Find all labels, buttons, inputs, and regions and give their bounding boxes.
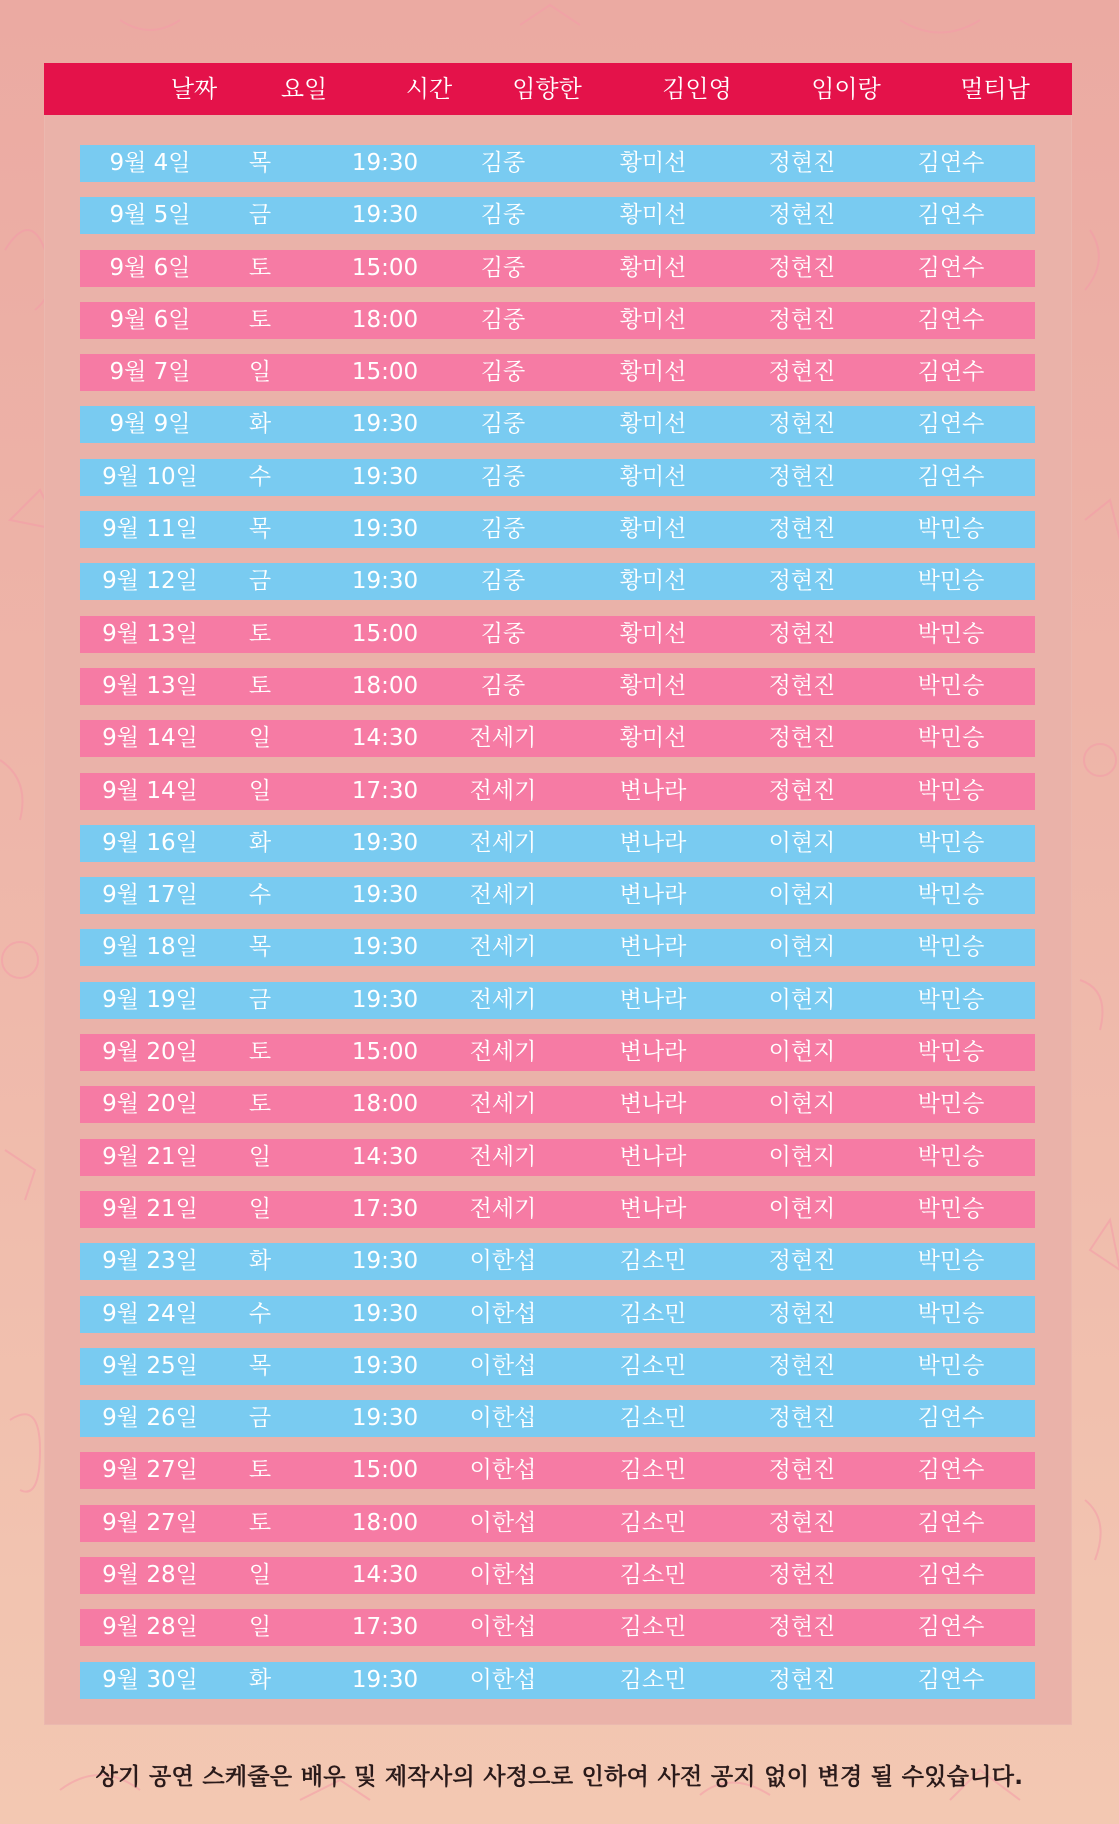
cell-role-2: 변나라 bbox=[619, 829, 687, 856]
cell-time: 19:30 bbox=[351, 882, 419, 909]
cell-role-3: 정현진 bbox=[768, 254, 836, 281]
cell-role-3: 이현지 bbox=[768, 1143, 836, 1170]
header-role-4: 멀티남 bbox=[960, 75, 1030, 103]
cell-time: 17:30 bbox=[351, 1195, 419, 1222]
cell-time: 17:30 bbox=[351, 777, 419, 804]
cell-date: 9월 28일 bbox=[102, 1614, 198, 1641]
cell-role-2: 변나라 bbox=[619, 1143, 687, 1170]
cell-role-4: 김연수 bbox=[917, 1562, 985, 1589]
cell-role-4: 박민승 bbox=[917, 882, 985, 909]
cell-date: 9월 10일 bbox=[102, 463, 198, 490]
cell-role-3: 정현진 bbox=[768, 1562, 836, 1589]
schedule-row bbox=[80, 1034, 1035, 1071]
cell-time: 15:00 bbox=[351, 1457, 419, 1484]
header-role-2: 김인영 bbox=[662, 75, 732, 103]
cell-role-3: 정현진 bbox=[768, 777, 836, 804]
schedule-row bbox=[80, 354, 1035, 391]
cell-role-2: 황미선 bbox=[619, 202, 687, 229]
cell-role-1: 전세기 bbox=[469, 1195, 537, 1222]
cell-role-4: 김연수 bbox=[917, 150, 985, 176]
cell-weekday: 목 bbox=[248, 1352, 272, 1379]
cell-role-1: 김중 bbox=[480, 150, 526, 176]
cell-role-4: 김연수 bbox=[917, 411, 985, 438]
schedule-row bbox=[80, 1505, 1035, 1542]
cell-role-3: 정현진 bbox=[768, 150, 836, 176]
schedule-row bbox=[80, 773, 1035, 810]
cell-role-1: 전세기 bbox=[469, 725, 537, 752]
cell-weekday: 토 bbox=[248, 306, 272, 333]
cell-role-4: 김연수 bbox=[917, 1457, 985, 1484]
cell-role-4: 박민승 bbox=[917, 516, 985, 543]
cell-role-1: 김중 bbox=[480, 411, 526, 438]
cell-role-2: 김소민 bbox=[619, 1614, 687, 1641]
cell-date: 9월 4일 bbox=[109, 150, 191, 176]
cell-time: 19:30 bbox=[351, 150, 419, 176]
cell-weekday: 일 bbox=[248, 1195, 272, 1222]
cell-date: 9월 23일 bbox=[102, 1248, 198, 1275]
cell-role-2: 변나라 bbox=[619, 934, 687, 961]
cell-role-2: 김소민 bbox=[619, 1509, 687, 1536]
cell-time: 19:30 bbox=[351, 934, 419, 961]
cell-weekday: 수 bbox=[248, 882, 272, 909]
cell-weekday: 수 bbox=[248, 463, 272, 490]
cell-role-4: 박민승 bbox=[917, 829, 985, 856]
cell-weekday: 일 bbox=[248, 725, 272, 752]
cell-role-4: 김연수 bbox=[917, 1666, 985, 1693]
cell-role-1: 이한섭 bbox=[469, 1405, 537, 1432]
cell-role-4: 김연수 bbox=[917, 254, 985, 281]
schedule-row bbox=[80, 877, 1035, 914]
cell-role-2: 김소민 bbox=[619, 1562, 687, 1589]
cell-role-2: 변나라 bbox=[619, 1039, 687, 1066]
cell-role-2: 변나라 bbox=[619, 1195, 687, 1222]
cell-role-2: 황미선 bbox=[619, 411, 687, 438]
cell-role-4: 박민승 bbox=[917, 1352, 985, 1379]
schedule-notice: 상기 공연 스케줄은 배우 및 제작사의 사정으로 인하여 사전 공지 없이 변경 될 수있습니다. bbox=[95, 1764, 1024, 1790]
cell-role-2: 김소민 bbox=[619, 1666, 687, 1693]
cell-role-2: 김소민 bbox=[619, 1352, 687, 1379]
cell-role-2: 황미선 bbox=[619, 672, 687, 699]
cell-weekday: 목 bbox=[248, 150, 272, 176]
cell-role-2: 김소민 bbox=[619, 1248, 687, 1275]
cell-weekday: 토 bbox=[248, 672, 272, 699]
cell-time: 15:00 bbox=[351, 359, 419, 386]
cell-weekday: 토 bbox=[248, 254, 272, 281]
cell-weekday: 토 bbox=[248, 1509, 272, 1536]
header-weekday: 요일 bbox=[280, 75, 328, 103]
cell-role-4: 박민승 bbox=[917, 1091, 985, 1118]
cell-time: 14:30 bbox=[351, 725, 419, 752]
cell-role-4: 박민승 bbox=[917, 1248, 985, 1275]
cell-role-1: 이한섭 bbox=[469, 1352, 537, 1379]
cell-date: 9월 18일 bbox=[102, 934, 198, 961]
cell-weekday: 금 bbox=[248, 986, 272, 1013]
cell-role-2: 김소민 bbox=[619, 1300, 687, 1327]
cell-role-3: 이현지 bbox=[768, 934, 836, 961]
schedule-row bbox=[80, 145, 1035, 182]
cell-role-1: 전세기 bbox=[469, 829, 537, 856]
cell-role-4: 김연수 bbox=[917, 1405, 985, 1432]
cell-role-4: 김연수 bbox=[917, 1509, 985, 1536]
schedule-row bbox=[80, 1191, 1035, 1228]
cell-time: 19:30 bbox=[351, 1352, 419, 1379]
cell-role-4: 박민승 bbox=[917, 934, 985, 961]
cell-time: 19:30 bbox=[351, 829, 419, 856]
cell-role-4: 박민승 bbox=[917, 620, 985, 647]
cell-role-2: 김소민 bbox=[619, 1457, 687, 1484]
cell-time: 19:30 bbox=[351, 568, 419, 595]
schedule-row bbox=[80, 563, 1035, 600]
schedule-row bbox=[80, 1609, 1035, 1646]
cell-role-3: 정현진 bbox=[768, 1248, 836, 1275]
cell-role-1: 이한섭 bbox=[469, 1300, 537, 1327]
cell-role-3: 정현진 bbox=[768, 1509, 836, 1536]
cell-role-1: 김중 bbox=[480, 202, 526, 229]
cell-role-4: 박민승 bbox=[917, 1195, 985, 1222]
cell-role-1: 전세기 bbox=[469, 986, 537, 1013]
cell-role-1: 이한섭 bbox=[469, 1248, 537, 1275]
cell-role-4: 김연수 bbox=[917, 463, 985, 490]
cell-role-2: 황미선 bbox=[619, 725, 687, 752]
cell-role-3: 정현진 bbox=[768, 725, 836, 752]
cell-role-1: 이한섭 bbox=[469, 1457, 537, 1484]
cell-date: 9월 27일 bbox=[102, 1457, 198, 1484]
cell-role-1: 김중 bbox=[480, 306, 526, 333]
cell-time: 19:30 bbox=[351, 1666, 419, 1693]
schedule-row bbox=[80, 250, 1035, 287]
schedule-rows bbox=[80, 145, 1035, 1714]
cell-role-3: 정현진 bbox=[768, 516, 836, 543]
cell-time: 19:30 bbox=[351, 463, 419, 490]
cell-role-4: 김연수 bbox=[917, 359, 985, 386]
cell-date: 9월 21일 bbox=[102, 1143, 198, 1170]
cell-date: 9월 12일 bbox=[102, 568, 198, 595]
cell-role-1: 김중 bbox=[480, 672, 526, 699]
schedule-row bbox=[80, 1452, 1035, 1489]
schedule-row bbox=[80, 1662, 1035, 1699]
cell-role-2: 황미선 bbox=[619, 620, 687, 647]
cell-role-2: 변나라 bbox=[619, 777, 687, 804]
cell-role-3: 정현진 bbox=[768, 1300, 836, 1327]
cell-date: 9월 26일 bbox=[102, 1405, 198, 1432]
cell-date: 9월 5일 bbox=[109, 202, 191, 229]
cell-role-4: 김연수 bbox=[917, 202, 985, 229]
cell-date: 9월 13일 bbox=[102, 672, 198, 699]
cell-role-4: 박민승 bbox=[917, 1143, 985, 1170]
schedule-row bbox=[80, 302, 1035, 339]
cell-date: 9월 7일 bbox=[109, 359, 191, 386]
cell-role-1: 전세기 bbox=[469, 882, 537, 909]
cell-role-1: 김중 bbox=[480, 254, 526, 281]
cell-weekday: 수 bbox=[248, 1300, 272, 1327]
cell-role-3: 정현진 bbox=[768, 463, 836, 490]
cell-role-4: 박민승 bbox=[917, 568, 985, 595]
cell-time: 15:00 bbox=[351, 620, 419, 647]
cell-role-2: 황미선 bbox=[619, 254, 687, 281]
cell-date: 9월 25일 bbox=[102, 1352, 198, 1379]
cell-weekday: 화 bbox=[248, 1248, 272, 1275]
cell-role-1: 김중 bbox=[480, 463, 526, 490]
cell-role-1: 이한섭 bbox=[469, 1614, 537, 1641]
cell-weekday: 일 bbox=[248, 359, 272, 386]
cell-role-2: 황미선 bbox=[619, 463, 687, 490]
cell-role-1: 전세기 bbox=[469, 777, 537, 804]
cell-role-2: 황미선 bbox=[619, 150, 687, 176]
cell-role-4: 박민승 bbox=[917, 1300, 985, 1327]
cell-date: 9월 11일 bbox=[102, 516, 198, 543]
cell-role-1: 전세기 bbox=[469, 1091, 537, 1118]
cell-role-2: 변나라 bbox=[619, 882, 687, 909]
cell-role-3: 이현지 bbox=[768, 1039, 836, 1066]
cell-date: 9월 21일 bbox=[102, 1195, 198, 1222]
cell-time: 14:30 bbox=[351, 1562, 419, 1589]
cell-role-4: 박민승 bbox=[917, 777, 985, 804]
schedule-row bbox=[80, 825, 1035, 862]
cell-date: 9월 6일 bbox=[109, 306, 191, 333]
cell-date: 9월 24일 bbox=[102, 1300, 198, 1327]
cell-time: 18:00 bbox=[351, 306, 419, 333]
cell-weekday: 일 bbox=[248, 777, 272, 804]
cell-role-2: 황미선 bbox=[619, 306, 687, 333]
cell-role-3: 정현진 bbox=[768, 411, 836, 438]
cell-role-3: 이현지 bbox=[768, 1091, 836, 1118]
cell-role-3: 이현지 bbox=[768, 829, 836, 856]
schedule-row bbox=[80, 1296, 1035, 1333]
cell-role-2: 변나라 bbox=[619, 1091, 687, 1118]
header-date: 날짜 bbox=[170, 75, 218, 103]
schedule-row bbox=[80, 1139, 1035, 1176]
cell-role-1: 김중 bbox=[480, 359, 526, 386]
cell-role-3: 정현진 bbox=[768, 359, 836, 386]
cell-role-3: 정현진 bbox=[768, 1666, 836, 1693]
schedule-row bbox=[80, 197, 1035, 234]
cell-role-3: 정현진 bbox=[768, 1405, 836, 1432]
cell-weekday: 금 bbox=[248, 568, 272, 595]
cell-weekday: 화 bbox=[248, 411, 272, 438]
cell-weekday: 금 bbox=[248, 1405, 272, 1432]
cell-role-3: 정현진 bbox=[768, 568, 836, 595]
cell-date: 9월 14일 bbox=[102, 725, 198, 752]
schedule-row bbox=[80, 929, 1035, 966]
cell-role-1: 이한섭 bbox=[469, 1666, 537, 1693]
cell-time: 18:00 bbox=[351, 1091, 419, 1118]
schedule-row bbox=[80, 511, 1035, 548]
cell-weekday: 목 bbox=[248, 934, 272, 961]
cell-role-1: 전세기 bbox=[469, 1039, 537, 1066]
cell-role-2: 황미선 bbox=[619, 568, 687, 595]
cell-role-2: 변나라 bbox=[619, 986, 687, 1013]
schedule-row bbox=[80, 720, 1035, 757]
cell-time: 15:00 bbox=[351, 254, 419, 281]
schedule-header bbox=[44, 63, 1072, 115]
cell-weekday: 화 bbox=[248, 1666, 272, 1693]
cell-time: 15:00 bbox=[351, 1039, 419, 1066]
cell-date: 9월 19일 bbox=[102, 986, 198, 1013]
header-role-3: 임이랑 bbox=[811, 75, 881, 103]
cell-role-3: 정현진 bbox=[768, 620, 836, 647]
header-time: 시간 bbox=[405, 75, 453, 103]
cell-role-2: 황미선 bbox=[619, 516, 687, 543]
cell-role-4: 박민승 bbox=[917, 986, 985, 1013]
cell-time: 14:30 bbox=[351, 1143, 419, 1170]
cell-role-1: 전세기 bbox=[469, 1143, 537, 1170]
cell-role-4: 김연수 bbox=[917, 306, 985, 333]
cell-date: 9월 20일 bbox=[102, 1091, 198, 1118]
cell-date: 9월 6일 bbox=[109, 254, 191, 281]
cell-time: 18:00 bbox=[351, 672, 419, 699]
cell-weekday: 금 bbox=[248, 202, 272, 229]
cell-role-3: 정현진 bbox=[768, 306, 836, 333]
cell-time: 17:30 bbox=[351, 1614, 419, 1641]
cell-role-3: 이현지 bbox=[768, 986, 836, 1013]
cell-date: 9월 9일 bbox=[109, 411, 191, 438]
cell-date: 9월 16일 bbox=[102, 829, 198, 856]
cell-weekday: 목 bbox=[248, 516, 272, 543]
cell-weekday: 일 bbox=[248, 1614, 272, 1641]
cell-role-1: 김중 bbox=[480, 568, 526, 595]
cell-weekday: 토 bbox=[248, 1039, 272, 1066]
schedule-row bbox=[80, 982, 1035, 1019]
cell-role-4: 김연수 bbox=[917, 1614, 985, 1641]
cell-role-3: 정현진 bbox=[768, 672, 836, 699]
cell-role-3: 이현지 bbox=[768, 882, 836, 909]
cell-role-3: 정현진 bbox=[768, 202, 836, 229]
cell-role-2: 황미선 bbox=[619, 359, 687, 386]
cell-role-3: 이현지 bbox=[768, 1195, 836, 1222]
cell-weekday: 화 bbox=[248, 829, 272, 856]
cell-weekday: 토 bbox=[248, 620, 272, 647]
cell-weekday: 토 bbox=[248, 1091, 272, 1118]
cell-time: 19:30 bbox=[351, 986, 419, 1013]
cell-role-3: 정현진 bbox=[768, 1352, 836, 1379]
cell-role-4: 박민승 bbox=[917, 725, 985, 752]
cell-date: 9월 17일 bbox=[102, 882, 198, 909]
cell-role-4: 박민승 bbox=[917, 1039, 985, 1066]
schedule-row bbox=[80, 406, 1035, 443]
cell-time: 19:30 bbox=[351, 516, 419, 543]
cell-time: 19:30 bbox=[351, 202, 419, 229]
cell-role-3: 정현진 bbox=[768, 1614, 836, 1641]
schedule-row bbox=[80, 1400, 1035, 1437]
cell-weekday: 일 bbox=[248, 1143, 272, 1170]
cell-weekday: 토 bbox=[248, 1457, 272, 1484]
cell-time: 19:30 bbox=[351, 411, 419, 438]
cell-role-4: 박민승 bbox=[917, 672, 985, 699]
cell-role-1: 김중 bbox=[480, 516, 526, 543]
cell-role-3: 정현진 bbox=[768, 1457, 836, 1484]
cell-date: 9월 27일 bbox=[102, 1509, 198, 1536]
schedule-row bbox=[80, 668, 1035, 705]
cell-time: 19:30 bbox=[351, 1300, 419, 1327]
schedule-row bbox=[80, 459, 1035, 496]
schedule-row bbox=[80, 1348, 1035, 1385]
schedule-row bbox=[80, 616, 1035, 653]
schedule-row bbox=[80, 1086, 1035, 1123]
schedule-row bbox=[80, 1243, 1035, 1280]
cell-time: 18:00 bbox=[351, 1509, 419, 1536]
cell-date: 9월 14일 bbox=[102, 777, 198, 804]
cell-role-1: 이한섭 bbox=[469, 1509, 537, 1536]
header-role-1: 임향한 bbox=[512, 75, 582, 103]
schedule-row bbox=[80, 1557, 1035, 1594]
cell-date: 9월 13일 bbox=[102, 620, 198, 647]
cell-time: 19:30 bbox=[351, 1405, 419, 1432]
cell-date: 9월 30일 bbox=[102, 1666, 198, 1693]
cell-date: 9월 20일 bbox=[102, 1039, 198, 1066]
cell-role-1: 전세기 bbox=[469, 934, 537, 961]
cell-role-2: 김소민 bbox=[619, 1405, 687, 1432]
cell-role-1: 이한섭 bbox=[469, 1562, 537, 1589]
cell-time: 19:30 bbox=[351, 1248, 419, 1275]
cell-date: 9월 28일 bbox=[102, 1562, 198, 1589]
cell-role-1: 김중 bbox=[480, 620, 526, 647]
cell-weekday: 일 bbox=[248, 1562, 272, 1589]
